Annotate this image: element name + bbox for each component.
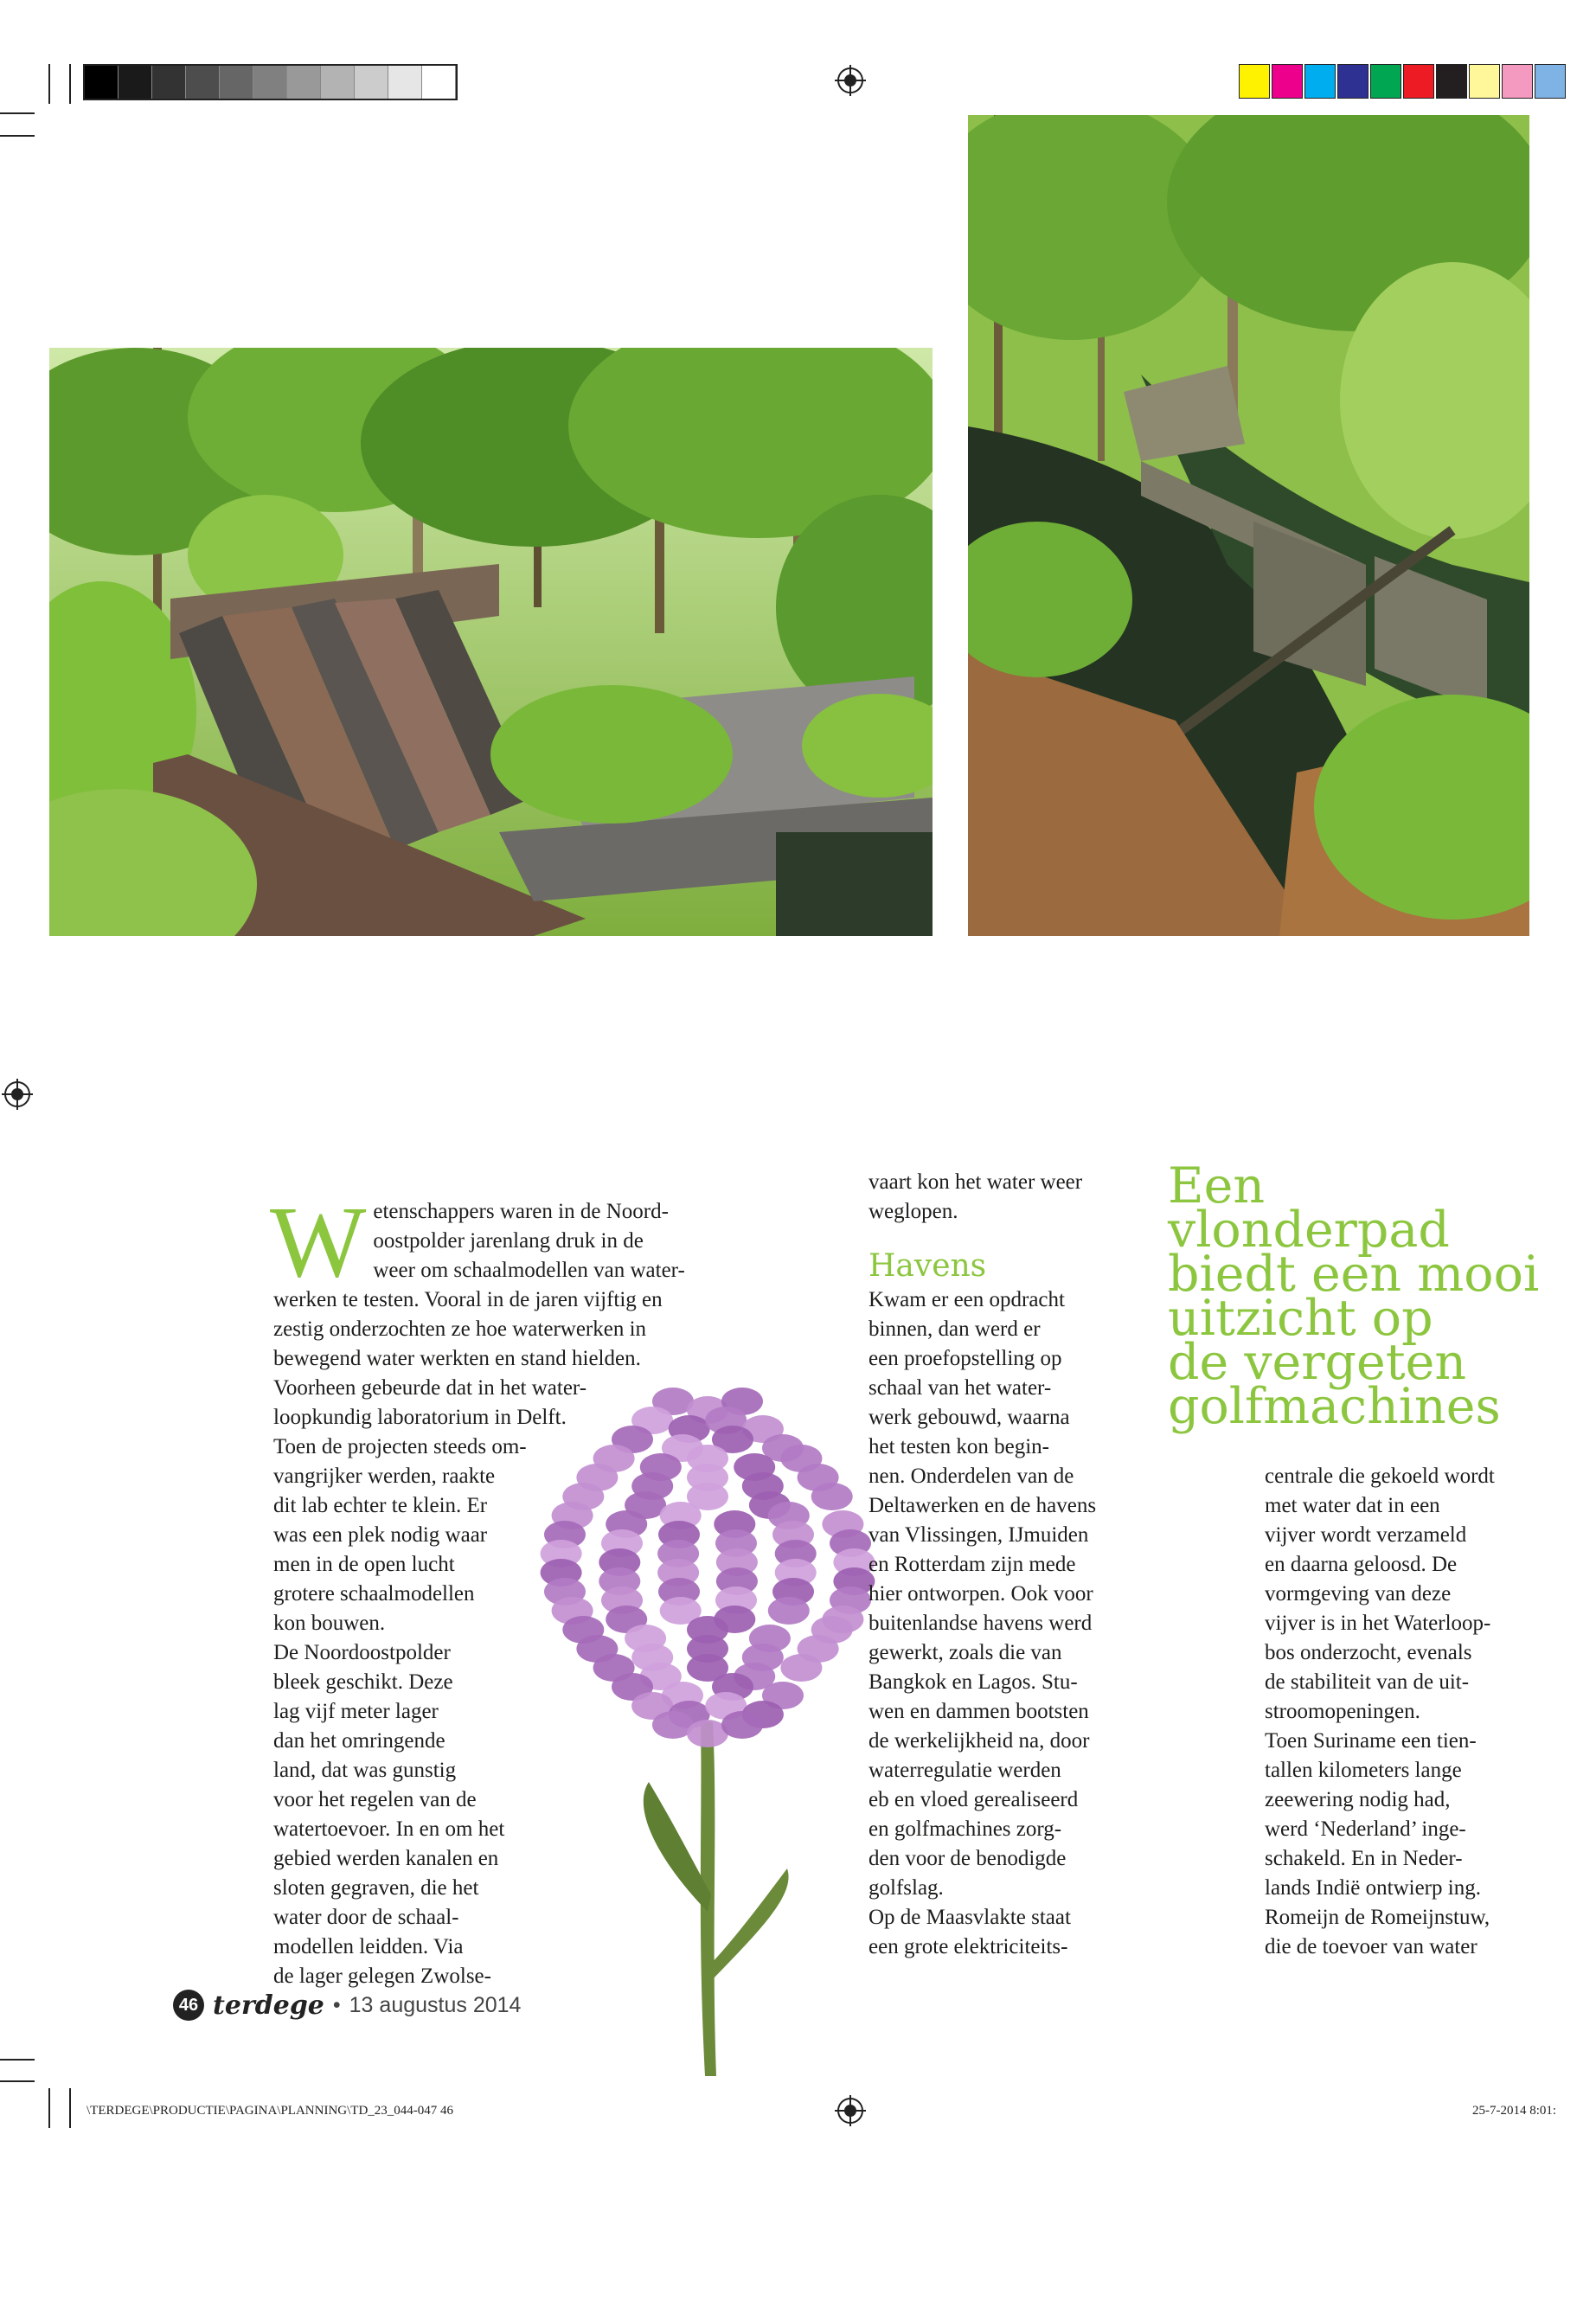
article-column-1 (270, 1168, 758, 1991)
orchid-petal (768, 1597, 810, 1625)
color-calibration-bar (1239, 64, 1567, 99)
color-swatch (1535, 64, 1566, 99)
crop-mark (0, 2080, 35, 2082)
color-swatch (1304, 64, 1336, 99)
gray-swatch (321, 66, 355, 99)
production-slug-timestamp: 25-7-2014 8:01: (1472, 2104, 1557, 2118)
channel-photo-illustration (968, 115, 1529, 936)
crop-mark (0, 112, 35, 114)
crop-mark (0, 135, 35, 137)
gray-swatch (186, 66, 220, 99)
article-column-2-top: vaart kon het water weer weglopen. (869, 1170, 1083, 1223)
color-swatch (1502, 64, 1533, 99)
subheading-havens: Havens (869, 1248, 987, 1284)
gray-swatch (355, 66, 388, 99)
gray-swatch (119, 66, 152, 99)
color-swatch (1272, 64, 1303, 99)
color-swatch (1403, 64, 1434, 99)
pull-quote: Een vlonderpad biedt een mooi uitzicht op de vergeten golfmachines (1168, 1157, 1540, 1435)
orchid-petal (811, 1483, 853, 1510)
gray-swatch (287, 66, 321, 99)
registration-mark-icon (2, 1079, 33, 1110)
crop-mark (69, 2088, 71, 2128)
registration-mark-icon (835, 65, 866, 96)
crop-mark (48, 64, 50, 104)
gray-swatch (388, 66, 422, 99)
gray-swatch (220, 66, 253, 99)
gray-swatch (422, 66, 456, 99)
crop-mark (69, 64, 71, 104)
footer-separator: • (332, 1992, 341, 2017)
gray-swatch (85, 66, 119, 99)
color-swatch (1337, 64, 1368, 99)
column-1-text: etenschappers waren in de Noord- oostpolder jarenlang druk in de weer om schaalmodellen van water- werken te testen. Vooral in de jaren vijftig en zestig onderzochten ze hoe waterwerken in bewegend water werkten en stand hielden. Voorheen gebeurde dat in het water- loopkundig laboratorium in Delft. Toen de projecten steeds om- vangrijker werden, raakte dit lab echter te klein. Er was een plek nodig waar men in de open lucht grotere schaalmodellen kon bouwen. De Noordoostpolder bleek geschikt. Deze lag vijf meter lager dan het omringende land, dat was gunstig voor het regelen van de watertoevoer. In en om het gebied werden kanalen en sloten gegraven, die het water door de schaal- modellen leidden. Via de lager gelegen Zwolse- (273, 1200, 685, 1988)
page-number: 46 (173, 1990, 204, 2021)
grayscale-calibration-bar (83, 64, 458, 100)
drop-cap: W (270, 1185, 367, 1298)
article-column-3: centrale die gekoeld wordt met water dat in een vijver wordt verzameld en daarna geloosd. De vormgeving van deze vijver is in het Waterloop- bos onderzocht, evenals de stabiliteit van de uit- stroomopeningen. Toen Suriname een tien- tallen kilometers lange zeewering nodig had, werd ‘Nederland’ inge- schakeld. En in Neder- lands Indië ontwierp ing. Romeijn de Romeijnstuw, die de toevoer van water (1265, 1465, 1495, 1958)
color-swatch (1239, 64, 1270, 99)
page-footer (173, 1990, 521, 2021)
production-slug-path: \TERDEGE\PRODUCTIE\PAGINA\PLANNING\TD_23_044-047 46 (87, 2104, 454, 2118)
issue-date: 13 augustus 2014 (349, 1992, 522, 2017)
color-swatch (1469, 64, 1500, 99)
orchid-petal (780, 1654, 822, 1682)
magazine-logo: terdege (213, 1990, 324, 2021)
gray-swatch (152, 66, 186, 99)
registration-mark-icon (835, 2095, 866, 2126)
gray-swatch (253, 66, 287, 99)
crop-mark (0, 2059, 35, 2061)
article-column-2: Kwam er een opdracht binnen, dan werd er een proefopstelling op schaal van het water- werk gebouwd, waarna het testen kon begin- nen. Onderdelen van de Deltawerken en de havens van Vlissingen, IJmuiden en Rotterdam zijn mede hier ontworpen. Ook voor buitenlandse havens werd gewerkt, zoals die van Bangkok en Lagos. Stu- wen en dammen bootsten de werkelijkheid na, door waterregulatie werden eb en vloed gerealiseerd en golfmachines zorg- den voor de benodigde golfslag. Op de Maasvlakte staat een grote elektriciteits- (869, 1288, 1097, 1958)
photo-waterworks-right (968, 115, 1529, 936)
waterworks-photo-illustration (49, 348, 933, 936)
crop-mark (48, 2088, 50, 2128)
color-swatch (1436, 64, 1467, 99)
photo-waterworks-left (49, 348, 933, 936)
color-swatch (1370, 64, 1401, 99)
